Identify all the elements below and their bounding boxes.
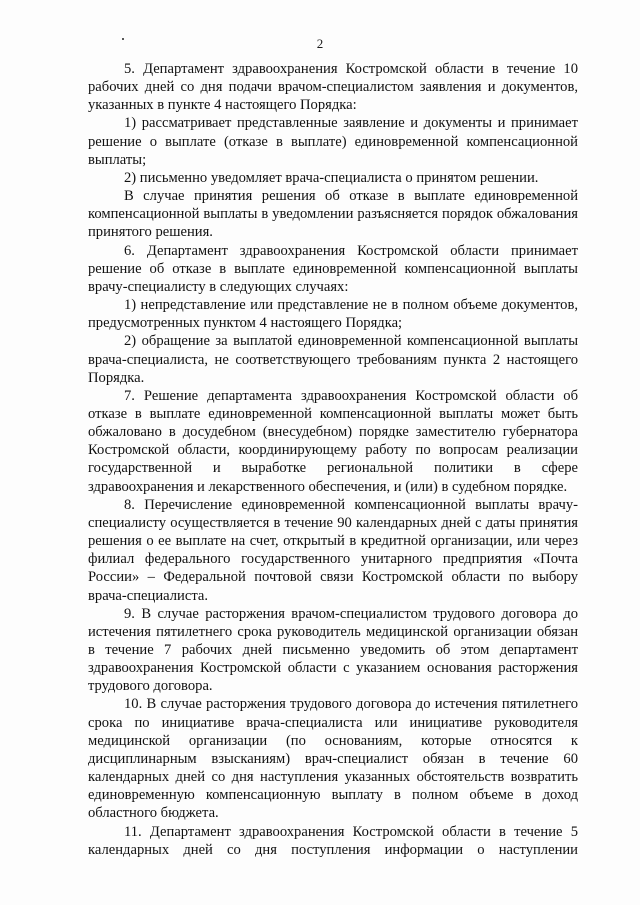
- paragraph-7: 7. Решение департамента здравоохранения Костромской области об отказе в выплате единовременной компенсационной выплаты может быть обжаловано в досудебном (внесудебном) порядке заместителю губернатора Костромской области, координирующему работу по вопросам реализации государственной и выработке региональной политики в сфере здравоохранения и лекарственного обеспечения, и (или) в судебном порядке.: [88, 387, 578, 495]
- paragraph-8: 8. Перечисление единовременной компенсационной выплаты врачу-специалисту осуществляется в течение 90 календарных дней с даты принятия решения о ее выплате на счет, открытый в кредитной организации, или через филиал федерального государственного унитарного предприятия «Почта России» – Федеральной почтовой связи Костромской области по выбору врача-специалиста.: [88, 496, 578, 604]
- paragraph-6-item-1: 1) непредставление или представление не в полном объеме документов, предусмотренных пунктом 4 настоящего Порядка;: [88, 297, 578, 332]
- page-number: 2: [316, 36, 324, 51]
- paragraph-9: 9. В случае расторжения врачом-специалистом трудового договора до истечения пятилетнего срока руководитель медицинской организации обязан в течение 7 рабочих дней письменно уведомить об этом департамент здравоохранения Костромской области с указанием основания расторжения трудового договора.: [88, 605, 578, 695]
- paragraph-11: 11. Департамент здравоохранения Костромской области в течение 5 календарных дней со дня поступления информации о наступлении: [88, 823, 578, 858]
- paragraph-6-item-2: 2) обращение за выплатой единовременной компенсационной выплаты врача-специалиста, не соответствующего требованиям пункта 2 настоящего Порядка.: [88, 333, 578, 386]
- paragraph-5-item-2: 2) письменно уведомляет врача-специалиста о принятом решении.: [124, 169, 539, 186]
- paragraph-10: 10. В случае расторжения трудового договора до истечения пятилетнего срока по инициативе врача-специалиста или инициативе руководителя медицинской организации (по основаниям, которые относятся к дисциплинарным взысканиям) врач-специалист обязан в течение 60 календарных дней со дня наступления указанных обстоятельств возвратить единовременную компенсационную выплату в полном объеме в доход областного бюджета.: [88, 696, 578, 822]
- paragraph-6: 6. Департамент здравоохранения Костромской области принимает решение об отказе в выплате единовременной компенсационной выплаты врачу-специалисту в следующих случаях:: [88, 242, 578, 295]
- paragraph-5-item-1: 1) рассматривает представленные заявление и документы и принимает решение о выплате (отказе в выплате) единовременной компенсационной выплаты;: [88, 115, 578, 168]
- document-body: [88, 60, 578, 859]
- paragraph-5-refusal-note: В случае принятия решения об отказе в выплате единовременной компенсационной выплаты в уведомлении разъясняется порядок обжалования принятого решения.: [88, 188, 578, 241]
- paragraph-5: 5. Департамент здравоохранения Костромской области в течение 10 рабочих дней со дня подачи врачом-специалистом заявления и документов, указанных в пункте 4 настоящего Порядка:: [88, 61, 578, 114]
